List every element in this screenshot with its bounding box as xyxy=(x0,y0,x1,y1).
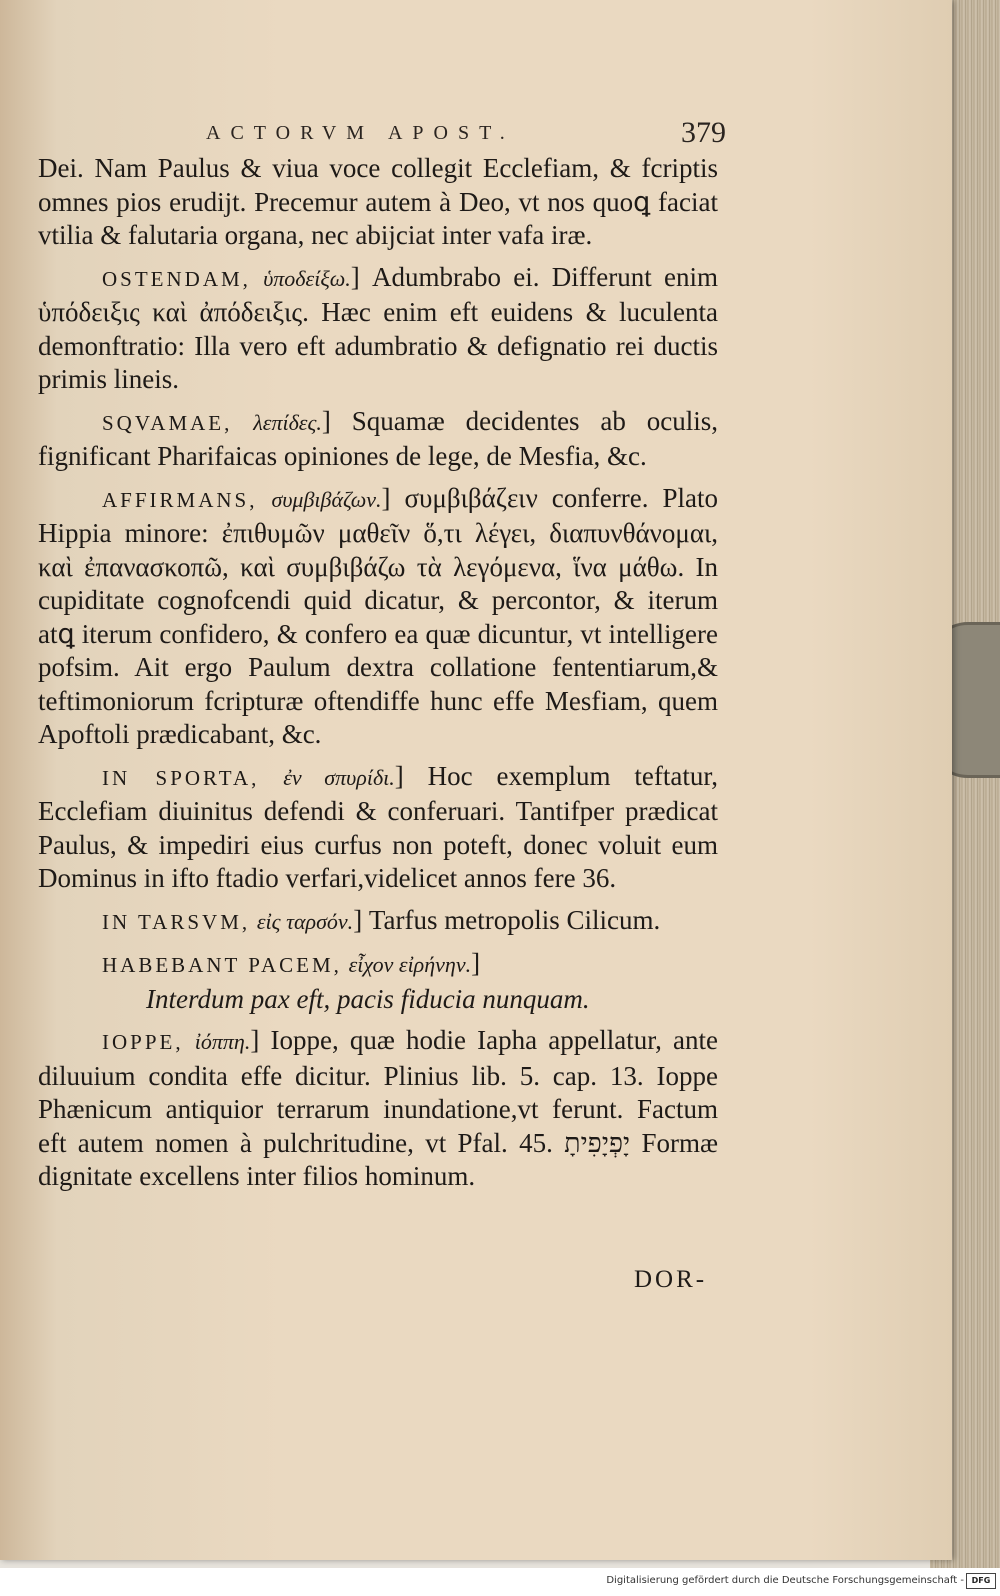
paragraph-text: ] συμβιβάζειν conferre. Plato Hippia minore: ἐπιθυμῶν μαθεῖν ὅ,τι λέγει, διαπυνθάνομαι, καὶ ἐπανασκοπῶ, καὶ συμβιβάζω τὰ λεγόμενα, ἵνα μάθω. In cupiditate cognofcendi quid dicatur, & percontor, & iterum atꝗ iterum confidero, & confero ea quæ dicuntur, vt intelligere pofsim. Ait ergo Paulum dextra collatione fententiarum,& teftimoniorum fcripturæ oftendiffe hunc effe Mesfiam, quem Apoftoli prædicabant, &c. xyxy=(38,482,718,749)
paragraph-text: ] Hoc exemplum teftatur, Ecclefiam diuinitus defendi & conferuari. Tantifper prædicat Paulus, & impediri eius curfus non poteft, donec voluit eum Dominus in ifto ftadio verfari,videlicet annos fere 36. xyxy=(38,760,718,893)
catchword: DOR- xyxy=(634,1266,708,1293)
verse-quotation: Interdum pax eft, pacis fiducia nunquam. xyxy=(146,983,590,1014)
greek-term: λεπίδες. xyxy=(253,409,322,435)
paragraph-text: ] Squamæ decidentes ab oculis, fignificant Pharifaicas opiniones de lege, de Mesfia, &c. xyxy=(38,405,718,471)
paragraph xyxy=(38,152,718,253)
lemma: HABEBANT PACEM, xyxy=(102,953,342,977)
greek-term: εἶχον εἰρήνην. xyxy=(348,952,472,977)
greek-term: ὑποδείξω. xyxy=(263,265,351,291)
footer-band xyxy=(0,1568,1000,1596)
lemma: IN SPORTA, xyxy=(102,765,260,790)
dfg-logo: DFG xyxy=(966,1573,996,1589)
page-text-block xyxy=(38,152,718,1194)
running-head: ACTORVM APOST. xyxy=(206,122,515,144)
greek-term: ἐν σπυρίδι. xyxy=(283,764,395,790)
paragraph xyxy=(38,261,718,397)
paragraph-text: ] Tarfus metropolis Cilicum. xyxy=(353,904,661,935)
greek-term: ἰόππη. xyxy=(194,1029,251,1054)
paragraph-text: ] Ioppe, quæ hodie Iapha appellatur, ante diluuium condita effe dicitur. Plinius lib. 5. cap. 13. Ioppe Phænicum antiquior terrarum inundatione,vt ferunt. Factum eft autem nomen à pulchritudine, vt Pfal. 45. יָפְיָפִיתָ Formæ dignitate excellens inter filios hominum. xyxy=(38,1025,718,1191)
paragraph-text: ] Adumbrabo ei. Differunt enim ὑπόδειξις καὶ ἀπόδειξις. Hæc enim eft euidens & luculenta demonftratio: Illa vero eft adumbratio & defignatio rei ductis primis lineis. xyxy=(38,261,718,394)
greek-term: εἰς ταρσόν. xyxy=(256,908,354,934)
lemma: OSTENDAM, xyxy=(102,266,251,291)
paragraph xyxy=(38,1024,718,1194)
paragraph xyxy=(38,760,718,896)
page-number: 379 xyxy=(681,116,726,149)
paragraph xyxy=(38,904,718,940)
paragraph xyxy=(38,947,718,983)
greek-term: συμβιβάζων. xyxy=(271,486,382,512)
lemma: IN TARSVM, xyxy=(102,909,251,934)
lemma: IOPPE, xyxy=(102,1030,184,1054)
paragraph xyxy=(38,405,718,474)
funding-credit: Digitalisierung gefördert durch die Deutsche Forschungsgemeinschaft - xyxy=(606,1575,964,1586)
lemma: SQVAMAE, xyxy=(102,410,233,435)
paragraph xyxy=(38,482,718,752)
paragraph-text: Dei. Nam Paulus & viua voce collegit Ecclefiam, & fcriptis omnes pios erudijt. Precemur autem à Deo, vt nos quoꝗ faciat vtilia & falutaria organa, nec abijciat inter vafa iræ. xyxy=(38,153,718,250)
paragraph-text: ] xyxy=(471,948,481,978)
lemma: AFFIRMANS, xyxy=(102,487,258,512)
page-header xyxy=(206,116,726,156)
